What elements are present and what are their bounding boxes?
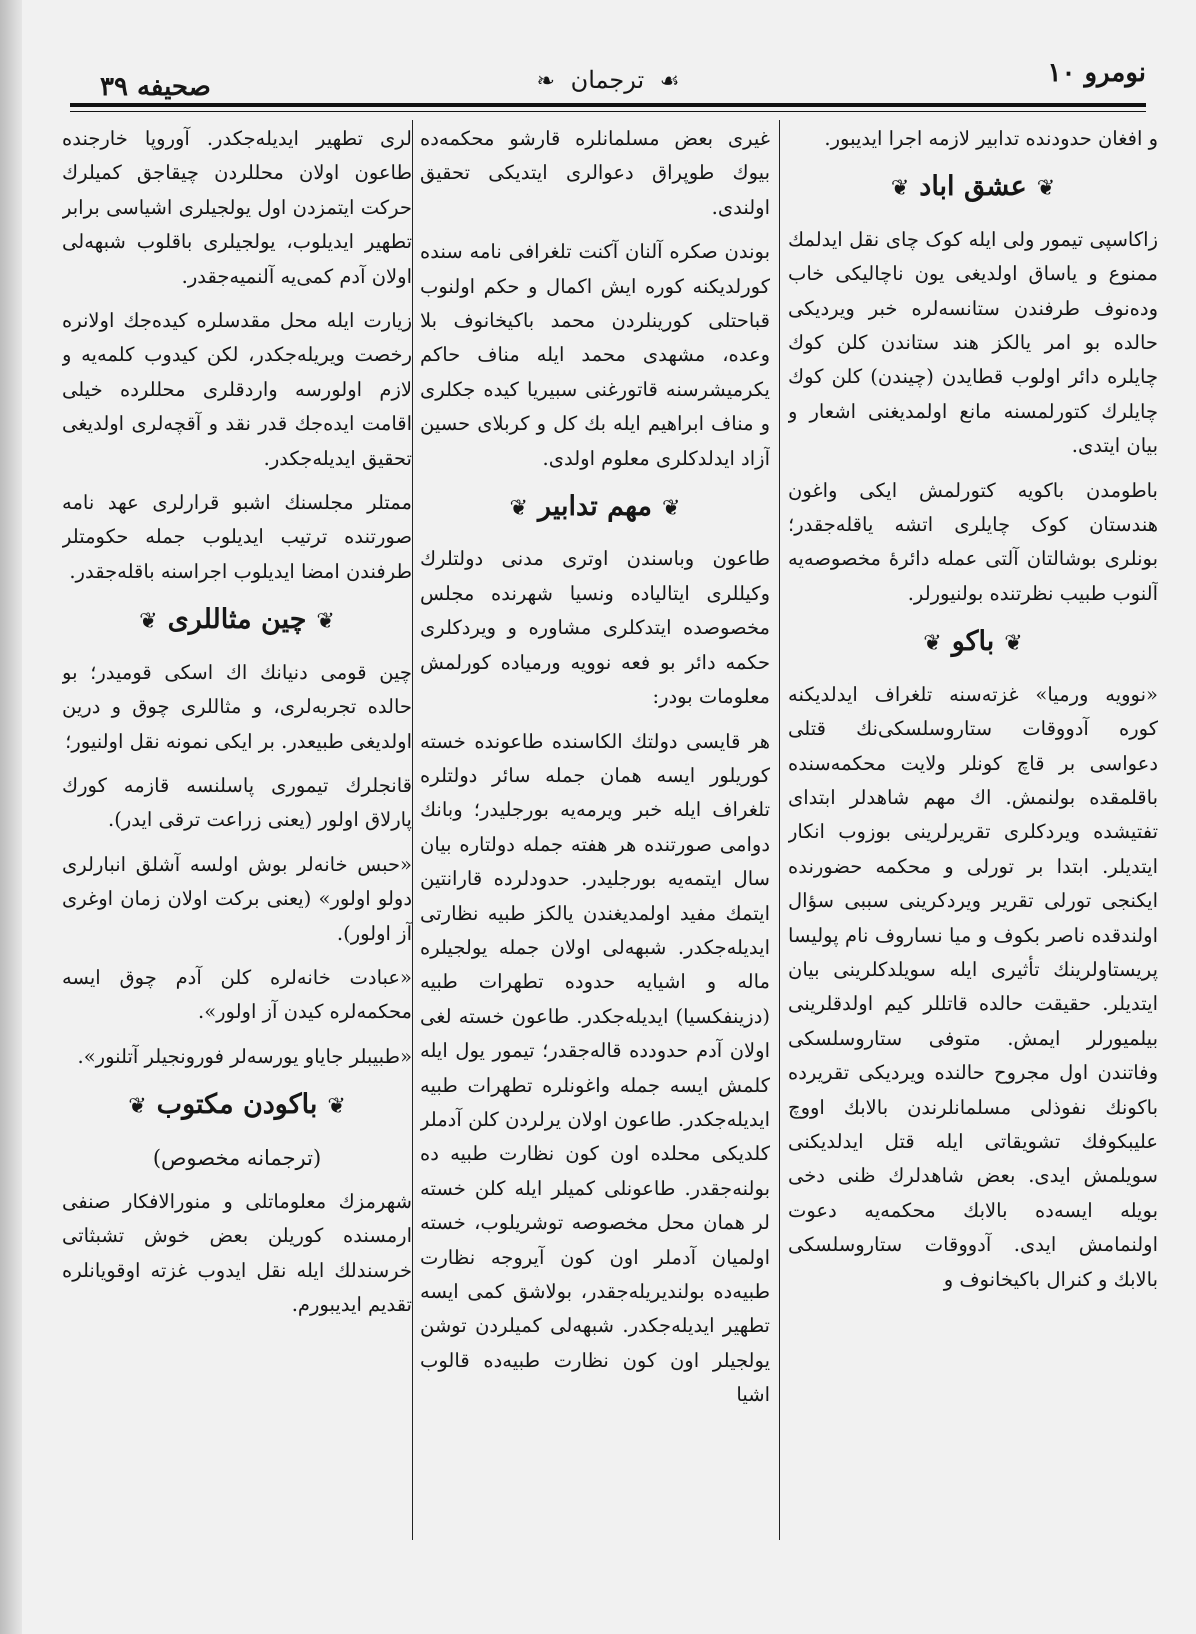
paragraph: «نوویه ورمیا» غزته‌سنه تلغراف ایدلدیکنه کوره آدووقات ستاروسلسکی‌نك قتلی دعواسی بر قاچ کونلر ولایت محکمه‌سنده باقلمقده بولنمش. اك مهم شاهدلر ابتدای تفتیشده ویردکلری تقریرلرینی بوزوب انکار ایتدیلر. ابتدا بر تورلی و محکمه حضورنده ایکنجی تورلی تقریر ویردکرینی سببی سؤال اولندقده ناصر بکوف و میا نساروف نام پولیسا پریستاولرینك تأثیری ایله سویلدکلرینی بیان ایتدیلر. حقیقت حالده قاتللر کیم اولدقلرینی بیلمیورلر ایمش. متوفی ستاروسلسکی وفاتندن اول مجروح حالنده ویردیکی تقریرده باکونك نفوذلی مسلمانلرندن بالابك اووچ علیبکوفك تشویقاتی ایله قتل ایدلدیکنی سویلمش ایدی. بعض شاهدلرك ظنی دخی بویله ایسه‌ده بالابك محکمه‌یه دعوت اولنمامش ایدی. آدووقات ستاروسلسکی بالابك و کنرال باکیخانوف و: [788, 682, 1158, 1291]
column-right: [788, 122, 1158, 1552]
paragraph: طاعون وباسندن اوتری مدنی دولتلرك وکیللری ایتالیاده ونسیا شهرنده مجلس مخصوصده ایتدکلری مشاوره و ویردکلری حکمه دائر بو فعه نوویه ورمیاده کورلمش معلومات بودر:: [420, 547, 770, 709]
paragraph: زیارت ایله محل مقدسلره کیده‌جك اولانره رخصت ویریله‌جکدر، لکن کیدوب کلمه‌یه و لازم اولورسه واردقلری محللرده خیلی اقامت ایده‌جك قدر نقد و آقچه‌لری اولدیغی تحقیق ایدیله‌جکدر.: [62, 309, 412, 470]
paragraph: و افغان حدودنده تدابیر لازمه اجرا ایدیبور.: [824, 127, 1158, 150]
ornament-icon: ❦: [890, 176, 910, 202]
section-heading: [420, 490, 770, 526]
ornament-icon: ❦: [1004, 631, 1023, 657]
section-heading: [62, 1088, 412, 1124]
column-divider: [412, 120, 413, 1540]
paragraph: زاکاسپی تیمور ولی ایله کوک چای نقل ایدلمك ممنوع و یاساق اولدیغی یون ناچالیکی خاب وده‌نوف طرفندن ستانسه‌لره خبر ویردیکی حالده بو امر یالکز هند ستاندن کلن کوك چایلره دائر اولوب قطایدن (چیندن) کلن کوك چایلرك کتورلمسنه مانع اولمدیغنی اشعار و بیان ایتدی.: [788, 227, 1158, 458]
subheading: (ترجمانه مخصوص): [152, 1145, 322, 1170]
header-rule-thin: [70, 111, 1146, 112]
ornament-icon: ❦: [316, 609, 335, 635]
masthead: [528, 66, 687, 94]
paragraph: غیری بعض مسلمانلره قارشو محکمه‌ده بیوك طوپراق دعوالری ایتدیکی تحقیق اولندی.: [420, 127, 770, 219]
heading-text: باکودن مکتوب: [156, 1089, 318, 1121]
masthead-title: ترجمان: [570, 66, 645, 94]
paragraph: شهرمزك معلوماتلی و منورالافکار صنفی ارمسنده کوریلن بعض خوش تشبثاتی خرسندلك ایله نقل ایدوب غزته اوقویانلره تقدیم ایدیبورم.: [62, 1189, 412, 1317]
page-number: صحیفه ۳۹: [100, 72, 211, 102]
paragraph: قانجلرك تیموری پاسلنسه قازمه کورك پارلاق اولور (یعنی زراعت ترقی ایدر).: [62, 773, 412, 832]
paragraph: ممتلر مجلسنك اشبو قرارلری عهد نامه صورتنده ترتیب ایدیلوب جمله حکومتلر طرفندن امضا ایدیلوب اجراسنه باقله‌جقدر.: [62, 491, 412, 583]
ornament-icon: ❧: [536, 69, 555, 94]
column-middle: [420, 122, 770, 1552]
header-rule-thick: [70, 103, 1146, 107]
paragraph: بوندن صکره آلنان آکنت تلغرافی نامه سنده کورلدیکنه کوره ایش اکمال و حکم اولنوب قباحتلی کورینلردن محمد باکیخانوف بلا وعده، مشهدی محمد ایله مناف حاکم یکرمیشرسنه قاتورغنی سبیریا کیده جکلری و مناف ابراهیم ایله بك کل و کربلای حسین آزاد ایدلدکلری معلوم اولدی.: [420, 240, 770, 470]
heading-text: مهم تدابیر: [537, 491, 653, 523]
column-left: [62, 122, 412, 1552]
ornament-icon: ❦: [139, 609, 158, 635]
section-heading: [62, 603, 412, 639]
heading-text: باکو: [951, 626, 995, 658]
ornament-icon: ❦: [327, 1094, 346, 1120]
page-header: [70, 52, 1146, 102]
section-heading: [788, 170, 1158, 206]
ornament-icon: ❦: [1036, 176, 1056, 202]
section-heading: [788, 625, 1158, 661]
heading-text: چین مثاللری: [167, 604, 307, 636]
ornament-icon: ☙: [659, 69, 680, 94]
ornament-icon: ❦: [128, 1094, 147, 1120]
column-divider: [779, 120, 780, 1540]
ornament-icon: ❦: [662, 496, 681, 522]
paragraph: چین قومی دنیانك اك اسکی قومیدر؛ بو حالده تجربه‌لری، و مثاللری چوق و درین اولدیغی طبیعدر. بر ایکی نمونه نقل اولنیور؛: [62, 660, 412, 753]
paragraph: باطومدن باکویه کتورلمش ایکی واغون هندستان کوک چایلری اتشه یاقله‌جقدر؛ بونلری بوشالتان آلتی عمله دائرهٔ مخصوصه‌یه آلنوب طبیب نظرتنده بولنیورلر.: [788, 478, 1158, 605]
ornament-icon: ❦: [509, 496, 528, 522]
paragraph: هر قایسی دولتك الکاسنده طاعونده خسته کوریلور ایسه همان جمله سائر دولتلره تلغراف ایله خبر ویرمه‌یه بورجلیدر؛ وبانك دوامی صورتنده هر هفته جمله دولتاره بیان سال ایتمه‌یه بورجلیدر. حدودلرده قارانتین ایتمك مفید اولمدیغندن یالکز طبیه نظارتی ایدیله‌جکدر. شبهه‌لی اولان جمله یولجیلره ماله و اشیایه حدوده تطهرات طبیه (دزینفکسیا) ایدیله‌جکدر. طاعون خسته لغی اولان آدم حدودده قاله‌جقدر؛ تیمور یول ایله کلمش ایسه جمله واغونلره تطهرات طبیه ایدیله‌جکدر. طاعون اولان یرلردن کلن آدملر کلدیکی محلده اون کون نظارت طبیه ده بولنه‌جقدر. طاعونلی کمیلر ایله کلن خسته لر همان محل مخصوصه توشریلوب، خسته اولمیان آدملر اون کون آیروجه نظارت طبیه‌ده بولندیریله‌جقدر، بولاشق کمی ایسه تطهیر ایدیله‌جکدر. شبهه‌لی کمیلردن توشن یولجیلر اون کون نظارت طبیه‌ده قالوب اشیا: [420, 729, 770, 1407]
paragraph: «حبس خانه‌لر بوش اولسه آشلق انبارلری دولو اولور» (یعنی برکت اولان زمان اوغری آز اولور).: [62, 852, 412, 945]
paragraph: «عبادت خانه‌لره کلن آدم چوق ایسه محکمه‌لره کیدن آز اولور».: [62, 965, 412, 1024]
paragraph: «طبیبلر جایاو یورسه‌لر فورونجیلر آتلنور».: [77, 1044, 412, 1068]
heading-text: عشق اباد: [919, 171, 1027, 203]
paragraph: لری تطهیر ایدیله‌جکدر. آوروپا خارجنده طاعون اولان محللردن چیقاجق کمیلرك حرکت ایتمزدن اول یولجیلری اشیاسی برابر تطهیر ایدیلوب، یولجیلری باقلوب شبهه‌لی اولان آدم کمی‌یه آلنمیه‌جقدر.: [62, 127, 412, 288]
issue-number: نومرو ۱۰: [1047, 58, 1146, 88]
ornament-icon: ❦: [923, 631, 942, 657]
